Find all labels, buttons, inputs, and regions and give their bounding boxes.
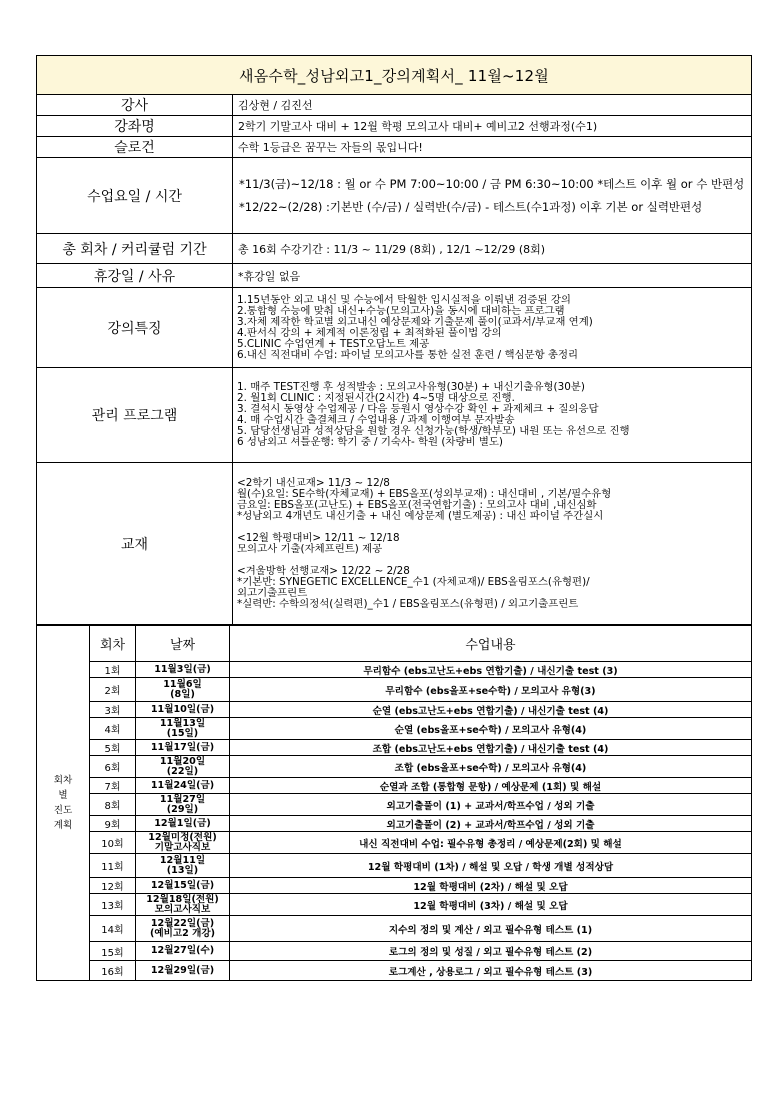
- schedule-date: 12월27일(수): [136, 942, 230, 961]
- schedule-row: [37, 878, 752, 894]
- schedule-date: 12월11일 (13일): [136, 854, 230, 878]
- time-value-line-1: *11/3(금)~12/18 : 월 or 수 PM 7:00~10:00 / 금 PM 6:30~10:00 *테스트 이후 월 or 수 반편성: [239, 176, 745, 191]
- schedule-content: 외고기출풀이 (1) + 교과서/학프수업 / 성외 기출: [230, 794, 752, 816]
- schedule-round: 5회: [90, 740, 136, 756]
- schedule-date: 12월15일(금): [136, 878, 230, 894]
- schedule-date: 11월3일(금): [136, 662, 230, 678]
- schedule-row: [37, 832, 752, 854]
- schedule-round: 15회: [90, 942, 136, 961]
- book-value: <2학기 내신교재> 11/3 ~ 12/8 월(수)요일: SE수학(자체교재) + EBS올포(성외부교재) : 내신대비 , 기본/필수유형 금요일: EBS올포(고난도) + EBS올포(전국연합기출) : 모의고사 대비 ,내신심화 *성남외고 4개년도 내신기출 + 내신 예상문제 (별도제공) : 내신 파이널 주간실시 <12월 학평대비> 12/11 ~ 12/18 모의고사 기출(자체프린트) 제공 <겨울방학 선행교재> 12/22 ~ 2/28 *기본반: SYNEGETIC EXCELLENCE_수1 (자체교재)/ EBS올림포스(유형편)/ 외고기출프린트 *실력반: 수학의정석(실력편)_수1 / EBS올림포스(유형편) / 외고기출프린트: [233, 463, 752, 625]
- schedule-round: 4회: [90, 718, 136, 740]
- schedule-row: [37, 740, 752, 756]
- feature-label: 강의특징: [37, 288, 233, 368]
- schedule-row: [37, 894, 752, 916]
- schedule-round: 3회: [90, 702, 136, 718]
- date-header: 날짜: [136, 626, 230, 662]
- schedule-date: 11월24일(금): [136, 778, 230, 794]
- schedule-date: 11월20일 (22일): [136, 756, 230, 778]
- teacher-value: 김상현 / 김진선: [233, 95, 752, 116]
- time-label: 수업요일 / 시간: [37, 158, 233, 234]
- total-label: 총 회차 / 커리큘럼 기간: [37, 234, 233, 264]
- course-label: 강좌명: [37, 116, 233, 137]
- content-header: 수업내용: [230, 626, 752, 662]
- holiday-value: *휴강일 없음: [233, 264, 752, 288]
- schedule-content: 12월 학평대비 (2차) / 해설 및 오답: [230, 878, 752, 894]
- schedule-date: 12월1일(금): [136, 816, 230, 832]
- time-value: [233, 158, 752, 234]
- manage-value: 1. 매주 TEST진행 후 성적발송 : 모의고사유형(30분) + 내신기출유형(30분) 2. 월1회 CLINIC : 지정된시간(2시간) 4~5명 대상으로 진행. 3. 결석시 동영상 수업제공 / 다음 등원시 영상수강 확인 + 과제체크 + 질의응답 4. 매 수업시간 출결체크 / 수업내용 / 과제 이행여부 문자발송 5. 담당선생님과 성적상담을 원할 경우 신청가능(학생/학부모) 내원 또는 유선으로 진행 6 성남외고 셔틀운행: 학기 중 / 기숙사- 학원 (차량비 별도): [233, 368, 752, 463]
- schedule-content: 로그의 정의 및 성질 / 외고 필수유형 테스트 (2): [230, 942, 752, 961]
- schedule-content: 외고기출풀이 (2) + 교과서/학프수업 / 성외 기출: [230, 816, 752, 832]
- schedule-table: [36, 625, 752, 981]
- schedule-round: 9회: [90, 816, 136, 832]
- schedule-round: 10회: [90, 832, 136, 854]
- schedule-row: [37, 942, 752, 961]
- schedule-date: 11월17일(금): [136, 740, 230, 756]
- schedule-row: [37, 916, 752, 942]
- schedule-content: 순열 (ebs고난도+ebs 연합기출) / 내신기출 test (4): [230, 702, 752, 718]
- schedule-row: [37, 662, 752, 678]
- schedule-date: 12월18일(전원) 모의고사직보: [136, 894, 230, 916]
- schedule-round: 6회: [90, 756, 136, 778]
- schedule-content: 순열 (ebs올포+se수학) / 모의고사 유형(4): [230, 718, 752, 740]
- schedule-row: [37, 678, 752, 702]
- teacher-label: 강사: [37, 95, 233, 116]
- schedule-date: 12월29일(금): [136, 961, 230, 981]
- lecture-plan-document: [36, 55, 751, 981]
- schedule-content: 내신 직전대비 수업: 필수유형 총정리 / 예상문제(2회) 및 해설: [230, 832, 752, 854]
- schedule-content: 순열과 조합 (통합형 문항) / 예상문제 (1회) 및 해설: [230, 778, 752, 794]
- schedule-row: [37, 702, 752, 718]
- schedule-content: 12월 학평대비 (1차) / 해설 및 오답 / 학생 개별 성적상담: [230, 854, 752, 878]
- manage-label: 관리 프로그램: [37, 368, 233, 463]
- book-label: 교재: [37, 463, 233, 625]
- schedule-round: 12회: [90, 878, 136, 894]
- schedule-row: [37, 854, 752, 878]
- schedule-round: 11회: [90, 854, 136, 878]
- schedule-content: 무리함수 (ebs올포+se수학) / 모의고사 유형(3): [230, 678, 752, 702]
- round-header: 회차: [90, 626, 136, 662]
- schedule-round: 13회: [90, 894, 136, 916]
- schedule-content: 로그계산 , 상용로그 / 외고 필수유형 테스트 (3): [230, 961, 752, 981]
- schedule-round: 2회: [90, 678, 136, 702]
- schedule-content: 지수의 정의 및 계산 / 외고 필수유형 테스트 (1): [230, 916, 752, 942]
- schedule-row: [37, 816, 752, 832]
- schedule-round: 16회: [90, 961, 136, 981]
- schedule-row: [37, 756, 752, 778]
- document-title: 새옴수학_성남외고1_강의계획서_ 11월~12월: [37, 56, 752, 95]
- course-value: 2학기 기말고사 대비 + 12월 학평 모의고사 대비+ 예비고2 선행과정(수1): [233, 116, 752, 137]
- schedule-row: [37, 961, 752, 981]
- feature-value: 1.15년동안 외고 내신 및 수능에서 탁월한 입시실적을 이뤄낸 검증된 강의 2.통합형 수능에 맞춰 내신+수능(모의고사)을 동시에 대비하는 프로그램 3.자체 제작한 학교별 외고내신 예상문제와 기출문제 풀이(교과서/부교재 연계) 4.판서식 강의 + 체계적 이론정립 + 최적화된 풀이법 강의 5.CLINIC 수업연계 + TEST오답노트 제공 6.내신 직전대비 수업: 파이널 모의고사를 통한 실전 훈련 / 핵심문항 총정리: [233, 288, 752, 368]
- info-table: [36, 55, 752, 625]
- holiday-label: 휴강일 / 사유: [37, 264, 233, 288]
- slogan-label: 슬로건: [37, 137, 233, 158]
- schedule-content: 조합 (ebs올포+se수학) / 모의고사 유형(4): [230, 756, 752, 778]
- schedule-round: 7회: [90, 778, 136, 794]
- schedule-row: [37, 778, 752, 794]
- total-value: 총 16회 수강기간 : 11/3 ~ 11/29 (8회) , 12/1 ~12/29 (8회): [233, 234, 752, 264]
- schedule-round: 14회: [90, 916, 136, 942]
- schedule-date: 12월미정(전원) 기말고사직보: [136, 832, 230, 854]
- schedule-content: 12월 학평대비 (3차) / 해설 및 오답: [230, 894, 752, 916]
- schedule-content: 조합 (ebs고난도+ebs 연합기출) / 내신기출 test (4): [230, 740, 752, 756]
- schedule-date: 11월13일 (15일): [136, 718, 230, 740]
- schedule-date: 11월27일 (29일): [136, 794, 230, 816]
- schedule-row: [37, 794, 752, 816]
- schedule-round: 8회: [90, 794, 136, 816]
- schedule-date: 11월6일 (8일): [136, 678, 230, 702]
- schedule-round: 1회: [90, 662, 136, 678]
- schedule-date: 12월22일(금) (예비고2 개강): [136, 916, 230, 942]
- schedule-row: [37, 718, 752, 740]
- schedule-side-label: 회차 별 진도 계획: [37, 626, 90, 981]
- schedule-content: 무리함수 (ebs고난도+ebs 연합기출) / 내신기출 test (3): [230, 662, 752, 678]
- schedule-date: 11월10일(금): [136, 702, 230, 718]
- time-value-line-2: *12/22~(2/28) :기본반 (수/금) / 실력반(수/금) - 테스트(수1과정) 이후 기본 or 실력반편성: [239, 199, 703, 214]
- slogan-value: 수학 1등급은 꿈꾸는 자들의 몫입니다!: [233, 137, 752, 158]
